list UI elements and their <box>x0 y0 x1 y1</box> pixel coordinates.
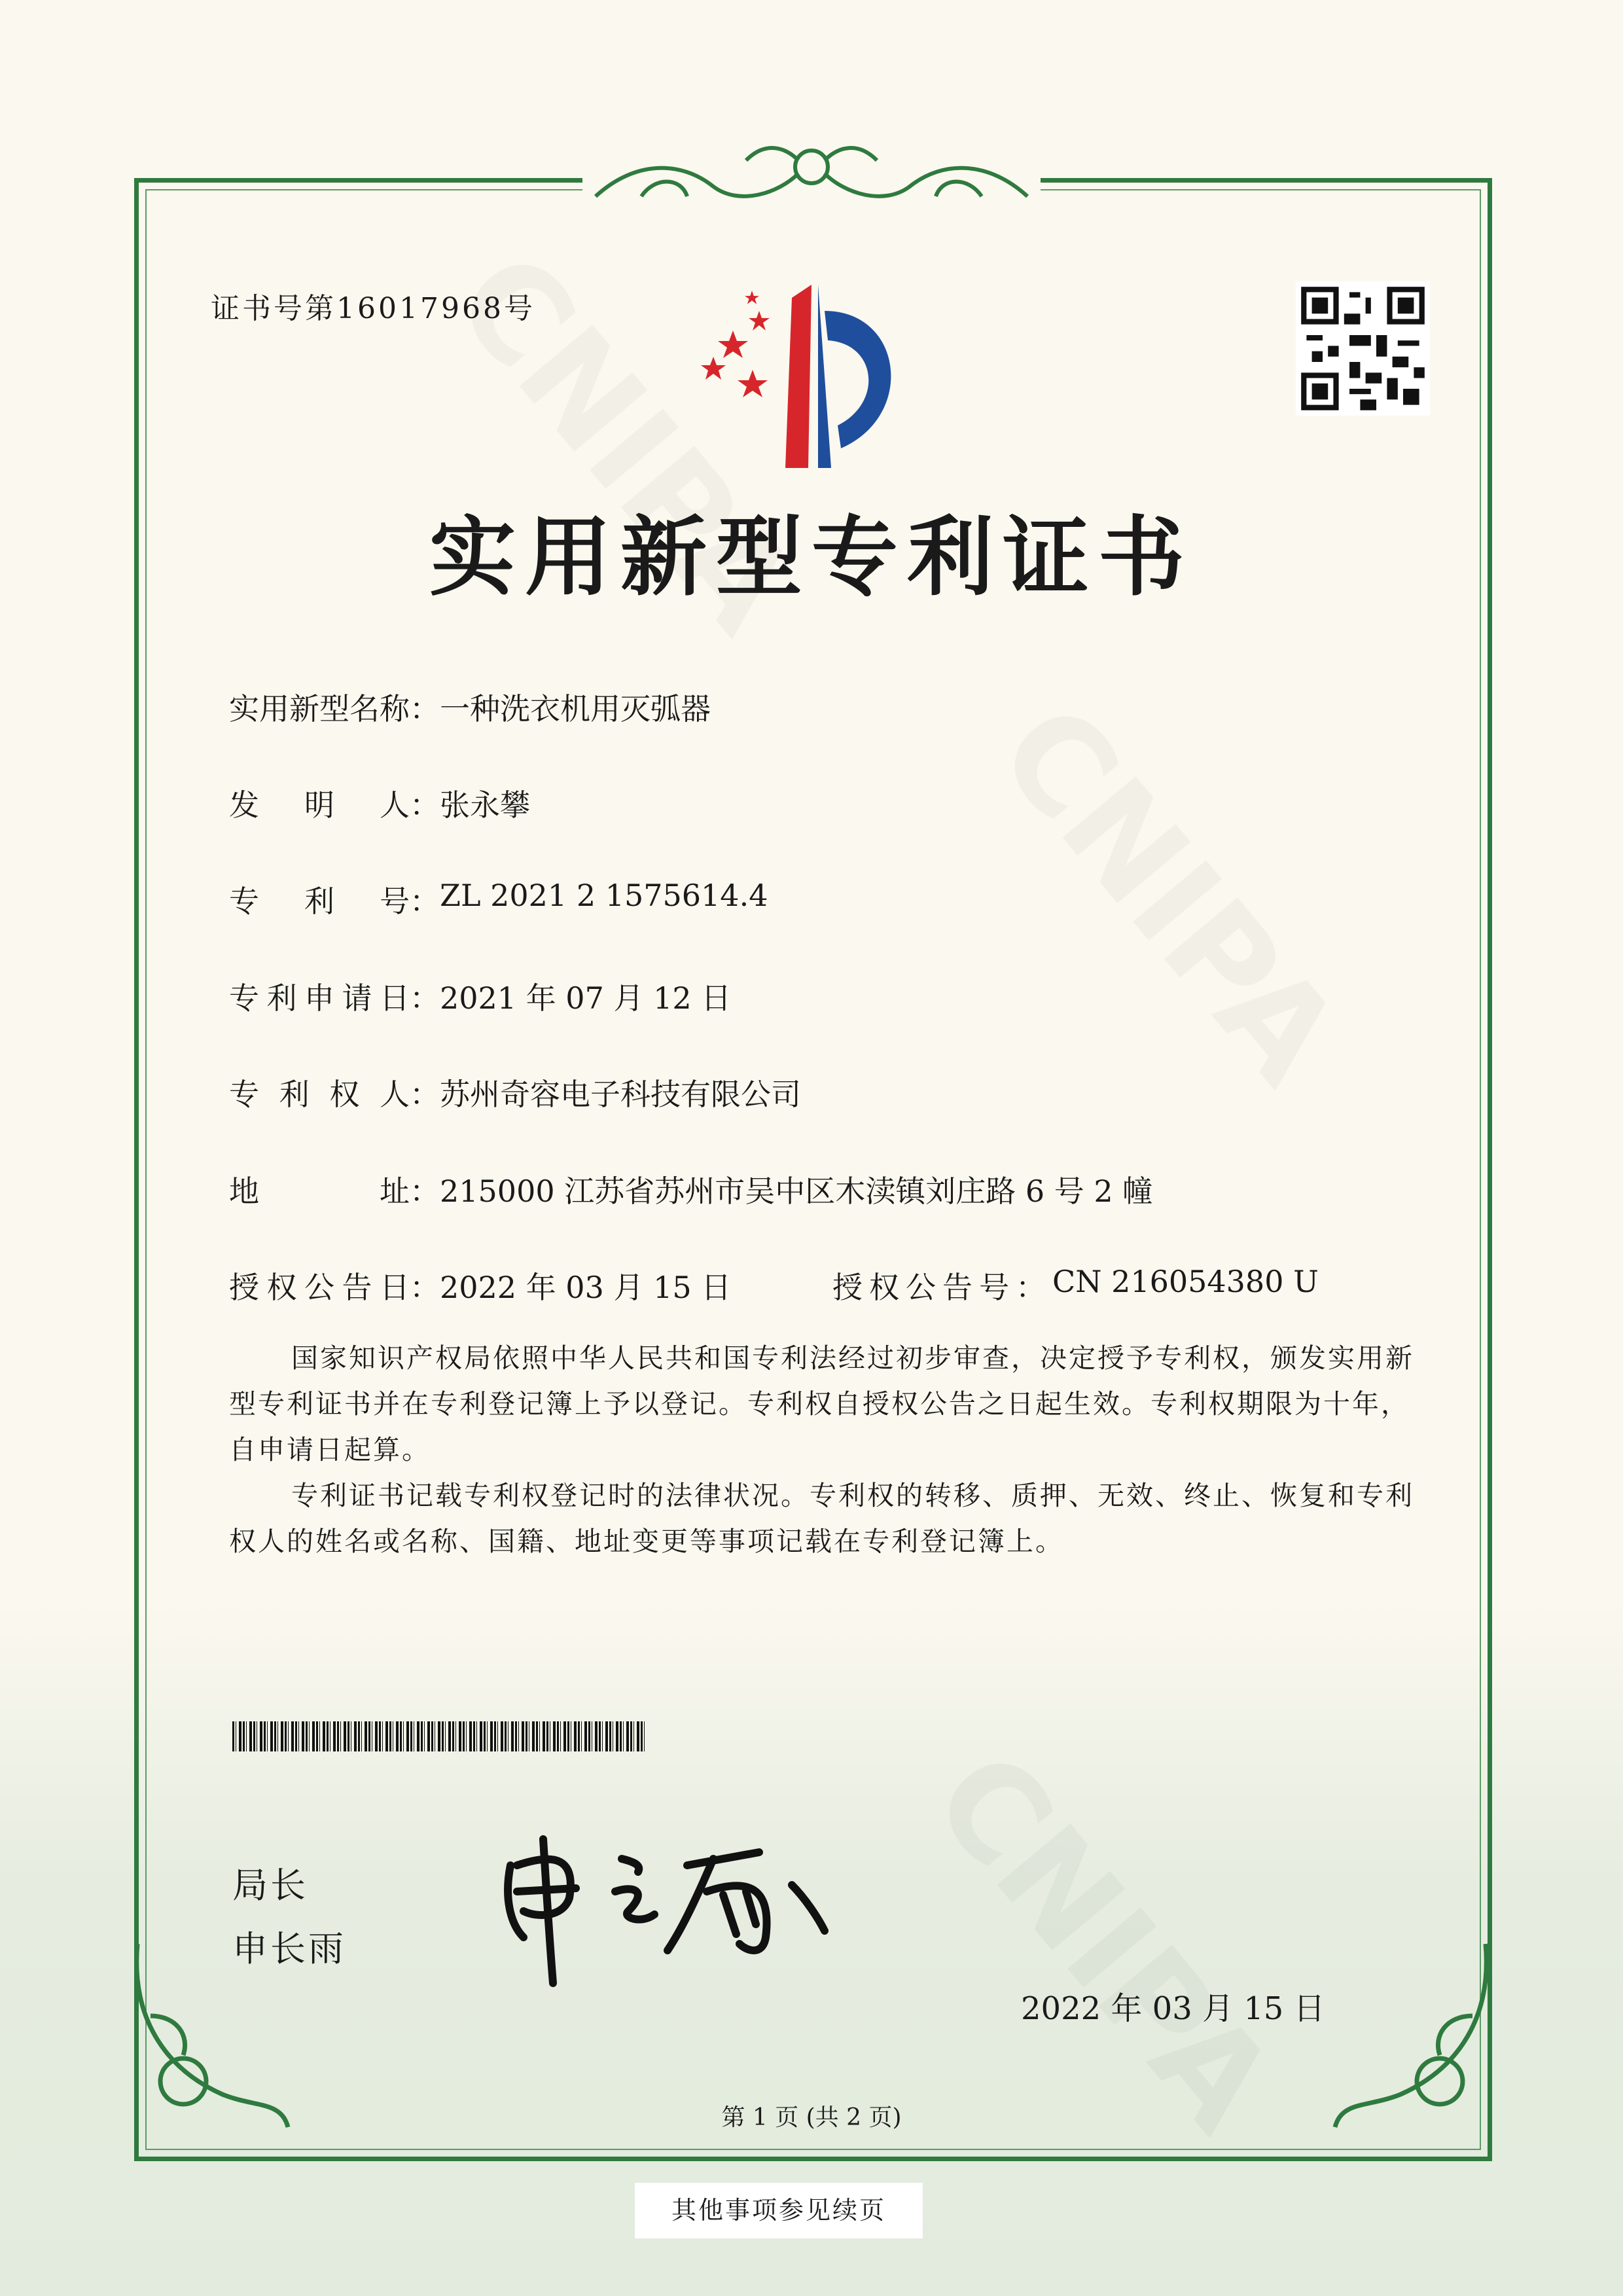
page-indicator: 第 1 页 (共 2 页) <box>721 2104 902 2131</box>
field-value: 2022 年 03 月 15 日 <box>440 1270 732 1305</box>
label-char: 地 <box>229 1174 259 1209</box>
label-char: 申 <box>304 980 334 1016</box>
label-char: 日： <box>380 980 440 1016</box>
field-value: 一种洗衣机用灭弧器 <box>440 691 711 726</box>
qr-code <box>1296 281 1430 416</box>
field-address <box>229 1168 1152 1211</box>
top-ornament <box>582 134 1041 219</box>
field-value: ZL 2021 2 1575614.4 <box>440 878 768 913</box>
field-value: 2021 年 07 月 12 日 <box>440 980 732 1016</box>
cnipa-logo <box>694 285 936 475</box>
field-inventor <box>229 781 530 825</box>
issue-date: 2022 年 03 月 15 日 <box>1021 1990 1325 2027</box>
label-char: 用 <box>259 691 289 726</box>
barcode <box>232 1721 645 1751</box>
label-char: 利 <box>279 1077 310 1112</box>
label-char: 利 <box>304 884 334 919</box>
label-char: 发 <box>229 787 259 823</box>
label-char: 请 <box>342 980 372 1016</box>
label-char: 明 <box>304 787 334 823</box>
label-char: 新 <box>289 691 319 726</box>
field-grant-announcement-number <box>832 1264 1319 1307</box>
field-value: 215000 江苏省苏州市吴中区木渎镇刘庄路 6 号 2 幢 <box>440 1174 1153 1209</box>
label-char: 专 <box>229 1077 259 1112</box>
label-char: 人： <box>379 1077 440 1112</box>
continued-note: 其他事项参见续页 <box>635 2183 923 2238</box>
statement-paragraph: 国家知识产权局依照中华人民共和国专利法经过初步审查，决定授予专利权，颁发实用新型专利证书并在专利登记簿上予以登记。专利权自授权公告之日起生效。专利权期限为十年，自申请日起算。 <box>229 1342 1414 1465</box>
field-value: CN 216054380 U <box>1052 1264 1319 1299</box>
label-char: 称： <box>380 691 440 726</box>
label-char: 授 <box>229 1270 259 1305</box>
certificate-number: 证书号第16017968号 <box>211 292 535 325</box>
label-char: 专 <box>229 884 259 919</box>
label-char: 型 <box>319 691 349 726</box>
field-label: 授权公告号： <box>832 1270 1052 1305</box>
field-value: 张永攀 <box>440 787 530 823</box>
label-char: 名 <box>349 691 380 726</box>
label-char: 号： <box>380 884 440 919</box>
field-application-date <box>229 975 731 1018</box>
director-title: 局长 <box>232 1865 308 1906</box>
label-char: 日： <box>380 1270 440 1305</box>
certificate-title: 实用新型专利证书 <box>429 507 1194 608</box>
field-grant-announcement-date <box>229 1264 731 1307</box>
label-char: 人： <box>380 787 440 823</box>
director-signature <box>497 1826 838 1990</box>
label-char: 址： <box>380 1174 440 1209</box>
label-char: 公 <box>304 1270 334 1305</box>
label-char: 专 <box>229 980 259 1016</box>
label-char: 告 <box>342 1270 372 1305</box>
field-value: 苏州奇容电子科技有限公司 <box>440 1077 801 1112</box>
statement-paragraph: 专利证书记载专利权登记时的法律状况。专利权的转移、质押、无效、终止、恢复和专利权人的姓名或名称、国籍、地址变更等事项记载在专利登记簿上。 <box>229 1480 1414 1557</box>
label-char: 权 <box>329 1077 360 1112</box>
label-char: 实 <box>229 691 259 726</box>
field-utility-model-name <box>229 685 711 728</box>
field-patentee <box>229 1071 801 1114</box>
director-name: 申长雨 <box>232 1928 346 1969</box>
field-patent-number <box>229 878 768 921</box>
label-char: 权 <box>266 1270 297 1305</box>
label-char: 利 <box>266 980 297 1016</box>
